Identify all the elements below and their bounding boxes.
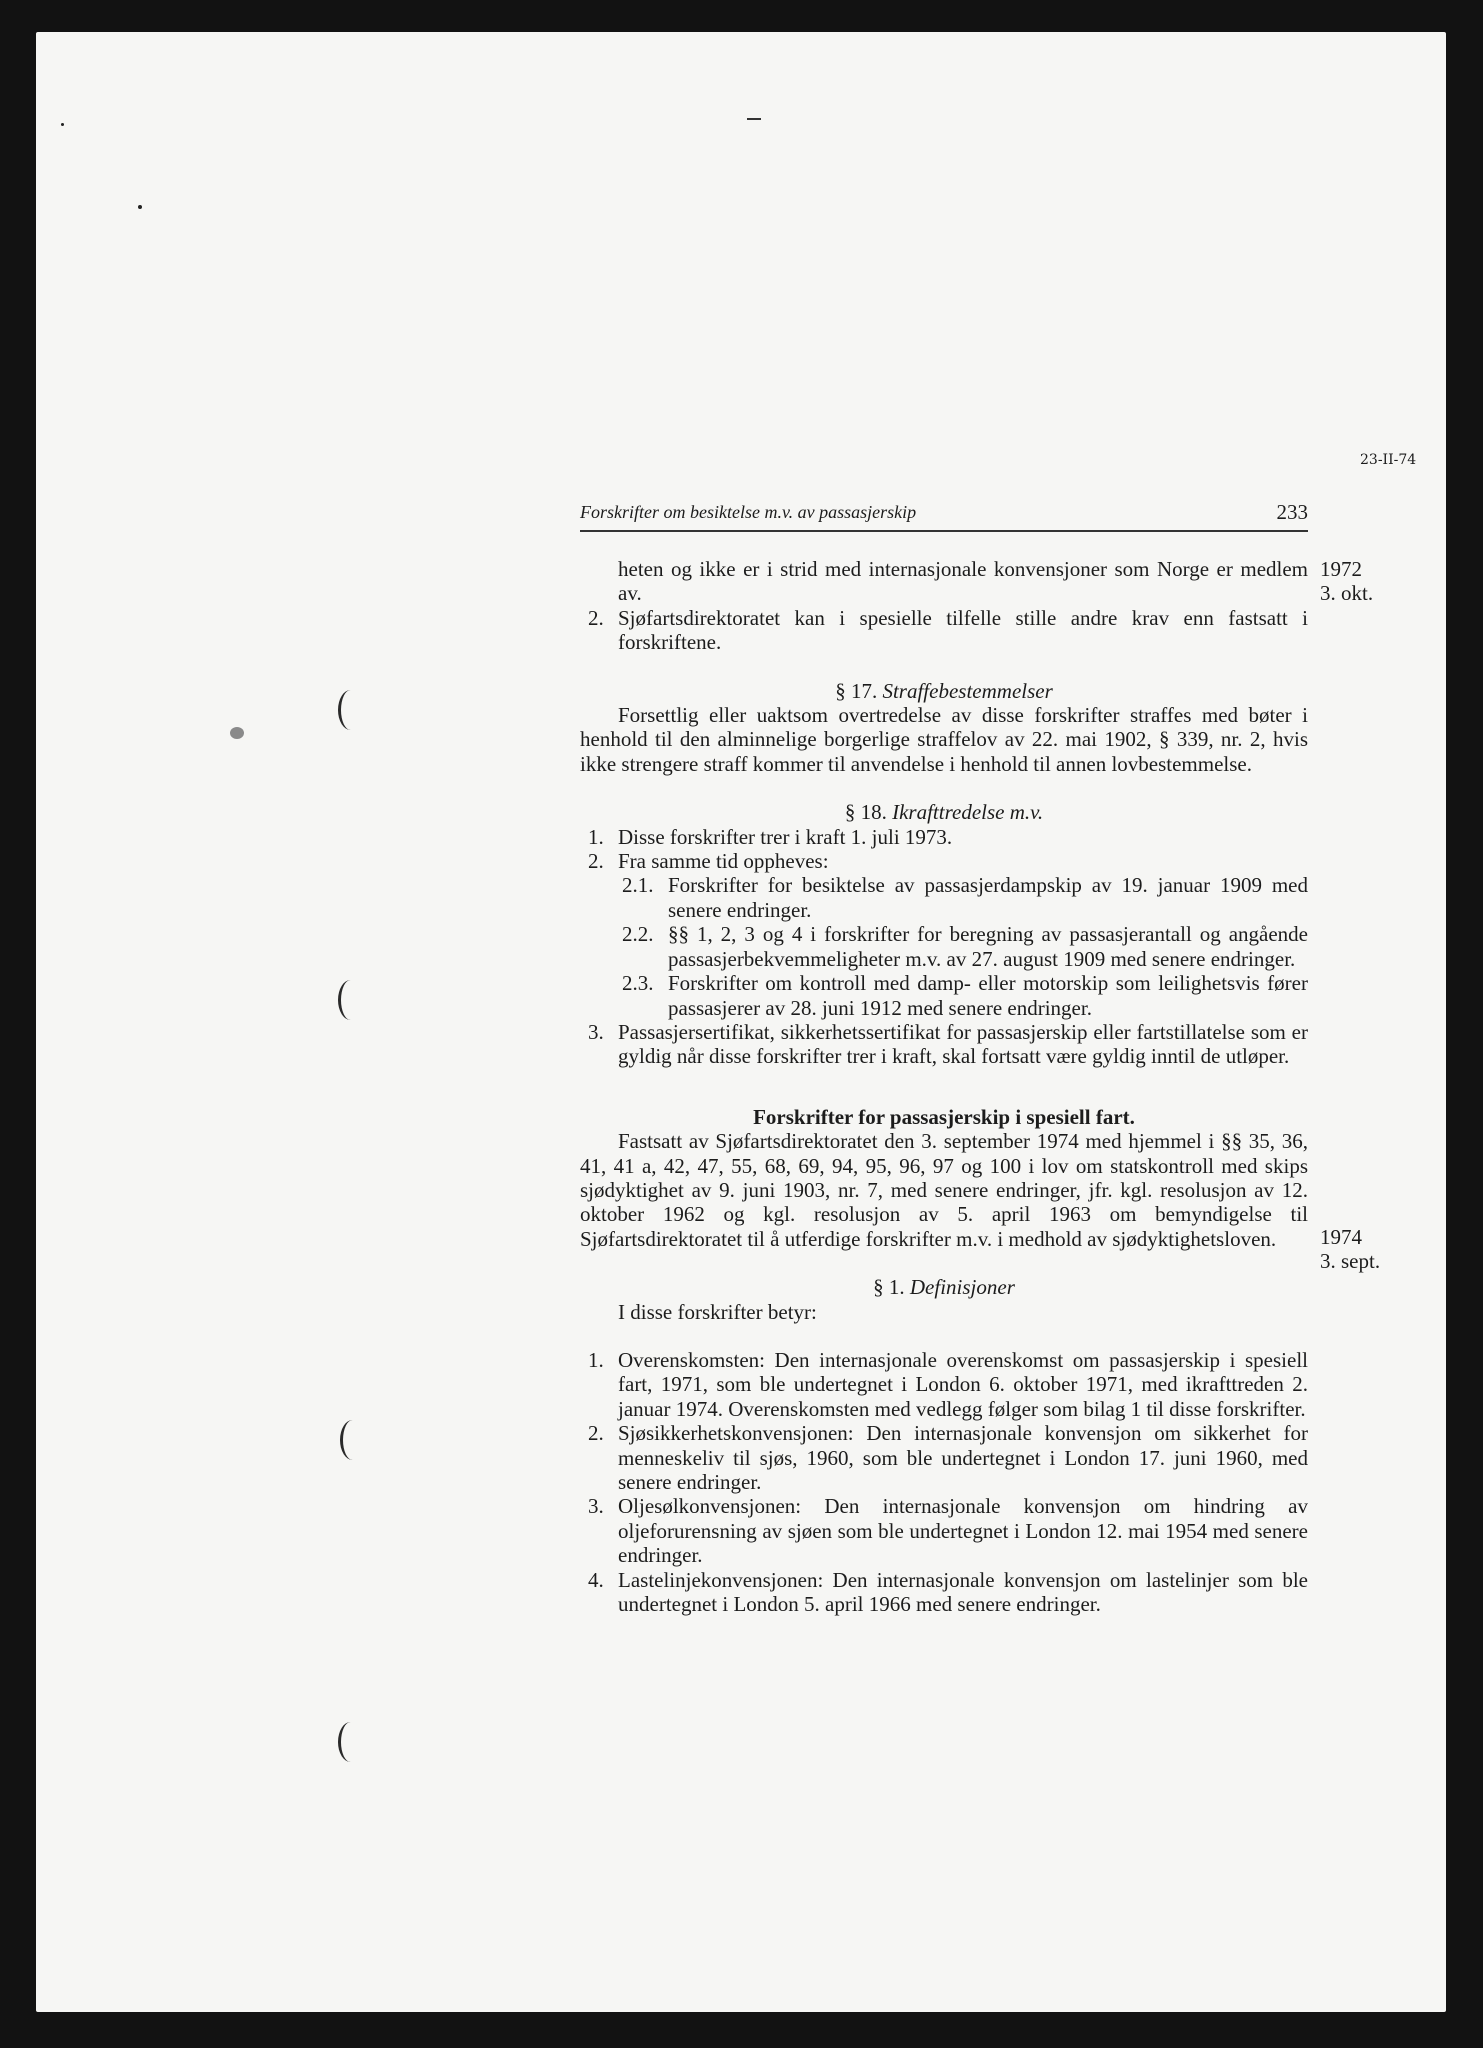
section-number: § 18. — [844, 800, 887, 825]
section-17-heading — [580, 679, 1308, 703]
section-17-text: Forsettlig eller uaktsom overtredelse av disse forskrifter straffes med bøter i henhold til den alminnelige borgerlige straffelov av 22. mai 1902, § 339, nr. 2, hvis ikke strengere straff kommer til anvendelse i henhold til annen lovbestemmelse. — [580, 703, 1308, 776]
definition-item — [580, 1494, 1308, 1567]
item-text: Forskrifter om kontroll med damp- eller motorskip som leilighetsvis fører passasjerer av 28. juni 1912 med senere endringer. — [668, 971, 1308, 1020]
item-number: 2. — [588, 1421, 604, 1446]
list-item — [580, 606, 1308, 655]
item-text: Lastelinjekonvensjonen: Den internasjonale konvensjon om lastelinjer som ble undertegnet i London 5. april 1966 med senere endringer. — [618, 1567, 1308, 1617]
running-head — [580, 502, 1308, 523]
header-rule — [580, 530, 1308, 532]
item-number: 3. — [588, 1494, 604, 1519]
list-item — [580, 825, 1308, 849]
sub-list-item — [580, 873, 1308, 922]
scan-dash-mark — [747, 118, 761, 120]
item-text: Forskrifter for besiktelse av passasjerdampskip av 19. januar 1909 med senere endringer. — [668, 873, 1308, 922]
item-text: Oljesølkonvensjonen: Den internasjonale konvensjon om hindring av oljeforurensning av sjøen som ble undertegnet i London 12. mai 1954 med senere endringer. — [618, 1494, 1308, 1568]
page-number: 233 — [1276, 500, 1308, 524]
item-text: Passasjersertifikat, sikkerhetssertifikat for passasjerskip eller fartstillatelse som er gyldig når disse forskrifter trer i kraft, skal fortsatt være gyldig inntil de utløper. — [618, 1019, 1308, 1069]
binder-hole-mark — [338, 690, 363, 730]
section-1-intro: I disse forskrifter betyr: — [618, 1299, 817, 1324]
item-number: 2.1. — [622, 873, 654, 898]
margin-note-1974 — [1320, 1225, 1380, 1274]
running-head-title: Forskrifter om besiktelse m.v. av passasjerskip — [580, 502, 917, 522]
item-number: 1. — [588, 1347, 604, 1372]
section-1-heading — [580, 1275, 1308, 1299]
margin-note-date: 3. okt. — [1320, 581, 1374, 606]
section-18-heading — [580, 800, 1308, 824]
list-item — [580, 849, 1308, 873]
date-stamp: 23-II-74 — [1360, 452, 1417, 468]
item-text: Fra samme tid oppheves: — [618, 849, 829, 874]
margin-note-year: 1974 — [1320, 1225, 1362, 1249]
binder-hole-mark — [338, 1722, 363, 1762]
margin-note-year: 1972 — [1320, 557, 1362, 581]
scan-speck — [138, 205, 142, 209]
item-text: Sjøsikkerhetskonvensjonen: Den internasjonale konvensjon om sikkerhet for menneskeliv til sjøs, 1960, som ble undertegnet i London 17. juni 1960, med senere endringer. — [618, 1421, 1308, 1494]
sub-list-item — [580, 922, 1308, 971]
section-number: § 1. — [873, 1275, 905, 1300]
definition-item — [580, 1348, 1308, 1421]
definition-item — [580, 1568, 1308, 1617]
document-body — [580, 557, 1308, 1616]
continued-paragraph: heten og ikke er i strid med internasjonale konvensjoner som Norge er medlem av. — [618, 557, 1308, 606]
sub-list-item — [580, 971, 1308, 1020]
binder-hole-mark — [338, 980, 363, 1020]
list-item — [580, 1020, 1308, 1069]
item-number: 2.3. — [622, 971, 654, 996]
binder-hole-mark — [340, 1420, 365, 1460]
scan-smudge — [230, 727, 244, 739]
regulation-title: Forskrifter for passasjerskip i spesiell fart. — [753, 1104, 1135, 1129]
item-number: 2. — [588, 849, 604, 874]
item-number: 2. — [588, 605, 604, 630]
item-text: Overenskomsten: Den internasjonale overenskomst om passasjerskip i spesiell fart, 1971, som ble undertegnet i London 6. oktober 1971, med ikrafttreden 2. januar 1974. Overenskomsten med vedlegg følger som bilag 1 til disse forskrifter. — [618, 1347, 1308, 1421]
item-number: 4. — [588, 1567, 604, 1592]
item-number: 3. — [588, 1019, 604, 1044]
section-title: Ikrafttredelse m.v. — [892, 800, 1044, 825]
scan-speck — [61, 123, 64, 126]
section-number: § 17. — [835, 678, 878, 703]
item-text: §§ 1, 2, 3 og 4 i forskrifter for beregning av passasjerantall og angående passasjerbekvemmeligheter m.v. av 27. august 1909 med senere endringer. — [668, 922, 1308, 971]
item-text: Sjøfartsdirektoratet kan i spesielle tilfelle stille andre krav enn fastsatt i forskriftene. — [618, 605, 1308, 655]
section-title: Straffebestemmelser — [882, 678, 1053, 703]
regulation-preamble: Fastsatt av Sjøfartsdirektoratet den 3. september 1974 med hjemmel i §§ 35, 36, 41, 41 a, 42, 47, 55, 68, 69, 94, 95, 96, 97 og 100 i lov om statskontroll med skips sjødyktighet av 9. juni 1903, nr. 7, med senere endringer, jfr. kgl. resolusjon av 12. oktober 1962 og kgl. resolusjon av 5. april 1963 om bemyndigelse til Sjøfartsdirektoratet til å utferdige forskrifter m.v. i medhold av sjødyktighetsloven. — [580, 1129, 1308, 1251]
item-text: Disse forskrifter trer i kraft 1. juli 1973. — [618, 824, 953, 849]
item-number: 2.2. — [622, 922, 654, 947]
item-number: 1. — [588, 824, 604, 849]
margin-note-1972 — [1320, 557, 1373, 606]
margin-note-date: 3. sept. — [1320, 1249, 1381, 1274]
section-title: Definisjoner — [909, 1275, 1015, 1300]
definition-item — [580, 1421, 1308, 1494]
